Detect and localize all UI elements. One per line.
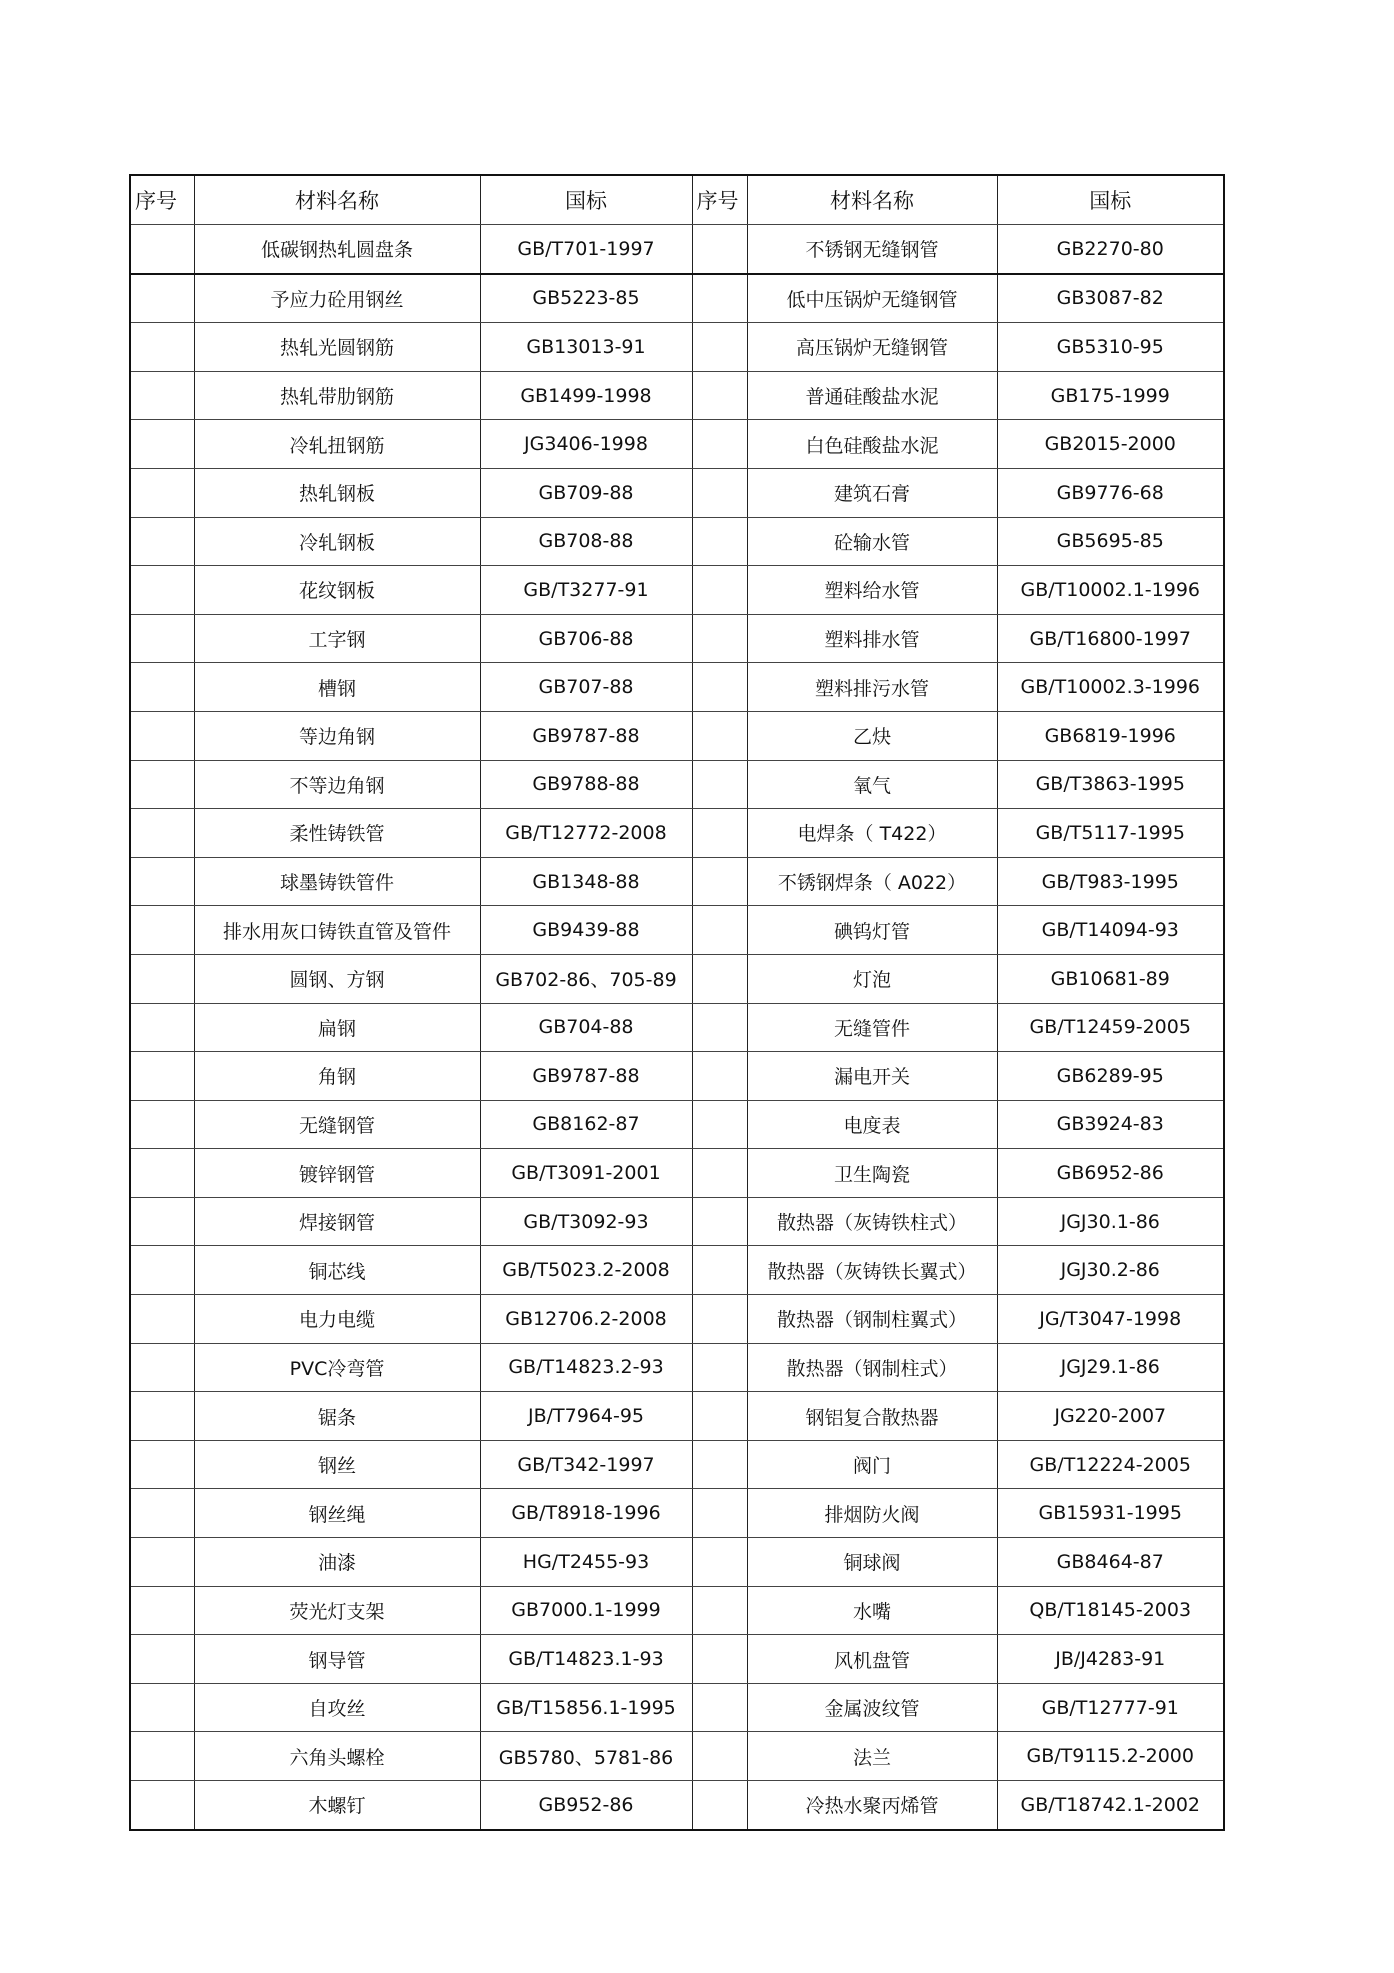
standard-left-cell: GB7000.1-1999 — [480, 1586, 692, 1635]
material-name-right-cell: 普通硅酸盐水泥 — [747, 371, 997, 420]
serial-right-cell — [692, 1100, 747, 1149]
material-name-right-cell: 碘钨灯管 — [747, 906, 997, 955]
standard-right-cell: JB/J4283-91 — [997, 1635, 1224, 1684]
serial-right-cell — [692, 1489, 747, 1538]
material-name-right-cell: 电度表 — [747, 1100, 997, 1149]
material-name-left-cell: 低碳钢热轧圆盘条 — [194, 225, 480, 274]
material-name-left-cell: 镀锌钢管 — [194, 1149, 480, 1198]
standard-right-cell: GB5310-95 — [997, 323, 1224, 372]
header-material-name-right: 材料名称 — [747, 175, 997, 225]
serial-right-cell — [692, 1440, 747, 1489]
material-name-right-cell: 散热器（灰铸铁长翼式） — [747, 1246, 997, 1295]
serial-left-cell — [130, 954, 194, 1003]
standard-right-cell: GB/T14094-93 — [997, 906, 1224, 955]
serial-left-cell — [130, 1149, 194, 1198]
standard-left-cell: GB706-88 — [480, 614, 692, 663]
serial-right-cell — [692, 1781, 747, 1830]
material-name-right-cell: 不锈钢无缝钢管 — [747, 225, 997, 274]
standard-right-cell: GB2270-80 — [997, 225, 1224, 274]
serial-left-cell — [130, 857, 194, 906]
material-name-left-cell: 锯条 — [194, 1392, 480, 1441]
standard-right-cell: GB6289-95 — [997, 1052, 1224, 1101]
material-name-left-cell: 热轧钢板 — [194, 468, 480, 517]
table-row — [130, 1149, 1224, 1198]
material-name-left-cell: 自攻丝 — [194, 1683, 480, 1732]
serial-right-cell — [692, 1392, 747, 1441]
standard-right-cell: JGJ30.1-86 — [997, 1197, 1224, 1246]
standard-right-cell: GB/T9115.2-2000 — [997, 1732, 1224, 1781]
standard-left-cell: JB/T7964-95 — [480, 1392, 692, 1441]
standard-left-cell: GB/T5023.2-2008 — [480, 1246, 692, 1295]
standard-left-cell: GB/T3092-93 — [480, 1197, 692, 1246]
table-row — [130, 1003, 1224, 1052]
standard-right-cell: JGJ29.1-86 — [997, 1343, 1224, 1392]
standard-left-cell: GB9787-88 — [480, 1052, 692, 1101]
standard-left-cell: GB5780、5781-86 — [480, 1732, 692, 1781]
table-row — [130, 274, 1224, 323]
standard-left-cell: GB/T3277-91 — [480, 566, 692, 615]
material-name-right-cell: 排烟防火阀 — [747, 1489, 997, 1538]
material-name-left-cell: 钢导管 — [194, 1635, 480, 1684]
table-row — [130, 1538, 1224, 1587]
standard-left-cell: GB1348-88 — [480, 857, 692, 906]
material-name-right-cell: 电焊条（ T422） — [747, 809, 997, 858]
serial-right-cell — [692, 1052, 747, 1101]
standard-right-cell: JG/T3047-1998 — [997, 1295, 1224, 1344]
serial-right-cell — [692, 225, 747, 274]
standard-left-cell: GB/T342-1997 — [480, 1440, 692, 1489]
serial-left-cell — [130, 517, 194, 566]
material-standards-table — [129, 174, 1225, 1831]
table-row — [130, 760, 1224, 809]
table-row — [130, 1586, 1224, 1635]
table-row — [130, 857, 1224, 906]
material-name-right-cell: 漏电开关 — [747, 1052, 997, 1101]
standard-right-cell: GB/T18742.1-2002 — [997, 1781, 1224, 1830]
material-name-right-cell: 散热器（灰铸铁柱式） — [747, 1197, 997, 1246]
table-row — [130, 1732, 1224, 1781]
standard-left-cell: GB952-86 — [480, 1781, 692, 1830]
table-row — [130, 1246, 1224, 1295]
serial-right-cell — [692, 614, 747, 663]
header-standard-right: 国标 — [997, 175, 1224, 225]
standard-left-cell: GB/T12772-2008 — [480, 809, 692, 858]
serial-right-cell — [692, 371, 747, 420]
standard-right-cell: GB/T5117-1995 — [997, 809, 1224, 858]
serial-right-cell — [692, 566, 747, 615]
material-name-left-cell: 予应力砼用钢丝 — [194, 274, 480, 323]
table-row — [130, 1489, 1224, 1538]
serial-left-cell — [130, 1538, 194, 1587]
material-name-right-cell: 卫生陶瓷 — [747, 1149, 997, 1198]
material-name-right-cell: 钢铝复合散热器 — [747, 1392, 997, 1441]
table-row — [130, 614, 1224, 663]
standard-left-cell: GB/T15856.1-1995 — [480, 1683, 692, 1732]
serial-right-cell — [692, 1295, 747, 1344]
serial-right-cell — [692, 1003, 747, 1052]
material-name-left-cell: 等边角钢 — [194, 711, 480, 760]
table-row — [130, 468, 1224, 517]
serial-left-cell — [130, 1635, 194, 1684]
standard-right-cell: GB/T3863-1995 — [997, 760, 1224, 809]
material-name-right-cell: 无缝管件 — [747, 1003, 997, 1052]
material-name-left-cell: 钢丝 — [194, 1440, 480, 1489]
standard-left-cell: GB707-88 — [480, 663, 692, 712]
standard-right-cell: JG220-2007 — [997, 1392, 1224, 1441]
standard-right-cell: GB/T10002.3-1996 — [997, 663, 1224, 712]
serial-right-cell — [692, 323, 747, 372]
standard-left-cell: GB9439-88 — [480, 906, 692, 955]
serial-left-cell — [130, 1343, 194, 1392]
material-name-right-cell: 风机盘管 — [747, 1635, 997, 1684]
standard-right-cell: GB10681-89 — [997, 954, 1224, 1003]
serial-left-cell — [130, 809, 194, 858]
header-row — [130, 175, 1224, 225]
material-name-right-cell: 金属波纹管 — [747, 1683, 997, 1732]
material-name-left-cell: 扁钢 — [194, 1003, 480, 1052]
serial-right-cell — [692, 954, 747, 1003]
table-row — [130, 323, 1224, 372]
serial-right-cell — [692, 1732, 747, 1781]
material-name-left-cell: 圆钢、方钢 — [194, 954, 480, 1003]
table-row — [130, 1295, 1224, 1344]
material-name-right-cell: 铜球阀 — [747, 1538, 997, 1587]
serial-right-cell — [692, 468, 747, 517]
header-serial-right: 序号 — [692, 175, 747, 225]
table-row — [130, 566, 1224, 615]
table-row — [130, 1197, 1224, 1246]
serial-right-cell — [692, 1586, 747, 1635]
material-name-left-cell: 球墨铸铁管件 — [194, 857, 480, 906]
material-name-right-cell: 砼输水管 — [747, 517, 997, 566]
standard-right-cell: GB/T12224-2005 — [997, 1440, 1224, 1489]
serial-right-cell — [692, 809, 747, 858]
serial-left-cell — [130, 1683, 194, 1732]
serial-left-cell — [130, 1052, 194, 1101]
serial-right-cell — [692, 857, 747, 906]
standard-right-cell: GB6952-86 — [997, 1149, 1224, 1198]
standard-right-cell: GB/T983-1995 — [997, 857, 1224, 906]
material-name-left-cell: 冷轧扭钢筋 — [194, 420, 480, 469]
standard-right-cell: GB6819-1996 — [997, 711, 1224, 760]
material-name-left-cell: 花纹钢板 — [194, 566, 480, 615]
serial-left-cell — [130, 566, 194, 615]
standard-left-cell: GB704-88 — [480, 1003, 692, 1052]
material-name-right-cell: 水嘴 — [747, 1586, 997, 1635]
serial-left-cell — [130, 760, 194, 809]
standard-left-cell: GB/T14823.1-93 — [480, 1635, 692, 1684]
material-name-right-cell: 不锈钢焊条（ A022） — [747, 857, 997, 906]
serial-left-cell — [130, 225, 194, 274]
material-name-left-cell: 排水用灰口铸铁直管及管件 — [194, 906, 480, 955]
serial-left-cell — [130, 323, 194, 372]
serial-left-cell — [130, 614, 194, 663]
material-name-right-cell: 冷热水聚丙烯管 — [747, 1781, 997, 1830]
material-name-left-cell: 角钢 — [194, 1052, 480, 1101]
serial-left-cell — [130, 1781, 194, 1830]
serial-left-cell — [130, 1295, 194, 1344]
table-row — [130, 420, 1224, 469]
standard-right-cell: GB175-1999 — [997, 371, 1224, 420]
material-name-left-cell: 冷轧钢板 — [194, 517, 480, 566]
material-name-right-cell: 塑料排水管 — [747, 614, 997, 663]
material-name-left-cell: 热轧带肋钢筋 — [194, 371, 480, 420]
material-name-left-cell: 不等边角钢 — [194, 760, 480, 809]
table-row — [130, 1440, 1224, 1489]
material-name-left-cell: 木螺钉 — [194, 1781, 480, 1830]
material-name-left-cell: 荧光灯支架 — [194, 1586, 480, 1635]
material-name-left-cell: 六角头螺栓 — [194, 1732, 480, 1781]
serial-right-cell — [692, 1343, 747, 1392]
table-row — [130, 371, 1224, 420]
material-name-left-cell: 工字钢 — [194, 614, 480, 663]
standard-right-cell: GB/T10002.1-1996 — [997, 566, 1224, 615]
material-name-left-cell: 焊接钢管 — [194, 1197, 480, 1246]
material-name-right-cell: 高压锅炉无缝钢管 — [747, 323, 997, 372]
serial-left-cell — [130, 1392, 194, 1441]
standard-left-cell: GB12706.2-2008 — [480, 1295, 692, 1344]
serial-right-cell — [692, 1149, 747, 1198]
standard-right-cell: GB/T12777-91 — [997, 1683, 1224, 1732]
standard-left-cell: GB9788-88 — [480, 760, 692, 809]
material-name-left-cell: 电力电缆 — [194, 1295, 480, 1344]
standard-left-cell: HG/T2455-93 — [480, 1538, 692, 1587]
standard-right-cell: GB9776-68 — [997, 468, 1224, 517]
standard-left-cell: GB702-86、705-89 — [480, 954, 692, 1003]
standard-left-cell: GB/T701-1997 — [480, 225, 692, 274]
serial-right-cell — [692, 420, 747, 469]
material-name-left-cell: 油漆 — [194, 1538, 480, 1587]
material-name-left-cell: 铜芯线 — [194, 1246, 480, 1295]
serial-left-cell — [130, 711, 194, 760]
serial-left-cell — [130, 1003, 194, 1052]
table-row — [130, 1343, 1224, 1392]
standard-left-cell: GB13013-91 — [480, 323, 692, 372]
header-serial-left: 序号 — [130, 175, 194, 225]
table-row — [130, 1052, 1224, 1101]
material-name-left-cell: 柔性铸铁管 — [194, 809, 480, 858]
standard-right-cell: GB5695-85 — [997, 517, 1224, 566]
header-material-name-left: 材料名称 — [194, 175, 480, 225]
standard-left-cell: GB/T3091-2001 — [480, 1149, 692, 1198]
standard-right-cell: GB3924-83 — [997, 1100, 1224, 1149]
material-name-right-cell: 法兰 — [747, 1732, 997, 1781]
standard-left-cell: GB708-88 — [480, 517, 692, 566]
material-name-right-cell: 乙炔 — [747, 711, 997, 760]
standard-left-cell: GB5223-85 — [480, 274, 692, 323]
standard-right-cell: GB8464-87 — [997, 1538, 1224, 1587]
material-name-right-cell: 灯泡 — [747, 954, 997, 1003]
serial-right-cell — [692, 906, 747, 955]
serial-right-cell — [692, 1246, 747, 1295]
material-name-left-cell: 钢丝绳 — [194, 1489, 480, 1538]
standard-right-cell: GB/T12459-2005 — [997, 1003, 1224, 1052]
table-row — [130, 954, 1224, 1003]
table-body — [130, 225, 1224, 1830]
material-name-right-cell: 白色硅酸盐水泥 — [747, 420, 997, 469]
serial-right-cell — [692, 1197, 747, 1246]
material-name-right-cell: 散热器（钢制柱式） — [747, 1343, 997, 1392]
table-row — [130, 517, 1224, 566]
material-name-right-cell: 阀门 — [747, 1440, 997, 1489]
serial-left-cell — [130, 1246, 194, 1295]
serial-left-cell — [130, 1586, 194, 1635]
table-row — [130, 711, 1224, 760]
standard-right-cell: GB2015-2000 — [997, 420, 1224, 469]
material-name-left-cell: 槽钢 — [194, 663, 480, 712]
standard-left-cell: JG3406-1998 — [480, 420, 692, 469]
serial-right-cell — [692, 1683, 747, 1732]
standard-right-cell: GB3087-82 — [997, 274, 1224, 323]
standard-right-cell: GB/T16800-1997 — [997, 614, 1224, 663]
material-name-right-cell: 塑料排污水管 — [747, 663, 997, 712]
table-row — [130, 663, 1224, 712]
material-name-left-cell: 热轧光圆钢筋 — [194, 323, 480, 372]
standard-left-cell: GB1499-1998 — [480, 371, 692, 420]
serial-left-cell — [130, 274, 194, 323]
standard-left-cell: GB/T8918-1996 — [480, 1489, 692, 1538]
material-name-right-cell: 氧气 — [747, 760, 997, 809]
serial-right-cell — [692, 663, 747, 712]
standard-left-cell: GB/T14823.2-93 — [480, 1343, 692, 1392]
material-name-left-cell: 无缝钢管 — [194, 1100, 480, 1149]
standard-left-cell: GB9787-88 — [480, 711, 692, 760]
material-name-left-cell: PVC冷弯管 — [194, 1343, 480, 1392]
serial-left-cell — [130, 420, 194, 469]
serial-right-cell — [692, 517, 747, 566]
standard-left-cell: GB8162-87 — [480, 1100, 692, 1149]
serial-left-cell — [130, 468, 194, 517]
serial-left-cell — [130, 663, 194, 712]
serial-left-cell — [130, 1197, 194, 1246]
serial-left-cell — [130, 1489, 194, 1538]
table-row — [130, 1683, 1224, 1732]
table-row — [130, 906, 1224, 955]
material-name-right-cell: 散热器（钢制柱翼式） — [747, 1295, 997, 1344]
standard-left-cell: GB709-88 — [480, 468, 692, 517]
table-row — [130, 1392, 1224, 1441]
serial-left-cell — [130, 1100, 194, 1149]
standard-right-cell: JGJ30.2-86 — [997, 1246, 1224, 1295]
serial-left-cell — [130, 1440, 194, 1489]
table-row — [130, 1635, 1224, 1684]
material-name-right-cell: 建筑石膏 — [747, 468, 997, 517]
serial-right-cell — [692, 274, 747, 323]
serial-right-cell — [692, 1635, 747, 1684]
serial-left-cell — [130, 906, 194, 955]
standard-right-cell: GB15931-1995 — [997, 1489, 1224, 1538]
header-standard-left: 国标 — [480, 175, 692, 225]
table-row — [130, 1100, 1224, 1149]
serial-right-cell — [692, 760, 747, 809]
serial-left-cell — [130, 371, 194, 420]
material-name-right-cell: 塑料给水管 — [747, 566, 997, 615]
table-row — [130, 809, 1224, 858]
material-name-right-cell: 低中压锅炉无缝钢管 — [747, 274, 997, 323]
serial-right-cell — [692, 711, 747, 760]
table-row — [130, 1781, 1224, 1830]
standard-right-cell: QB/T18145-2003 — [997, 1586, 1224, 1635]
serial-right-cell — [692, 1538, 747, 1587]
serial-left-cell — [130, 1732, 194, 1781]
table-row — [130, 225, 1224, 274]
